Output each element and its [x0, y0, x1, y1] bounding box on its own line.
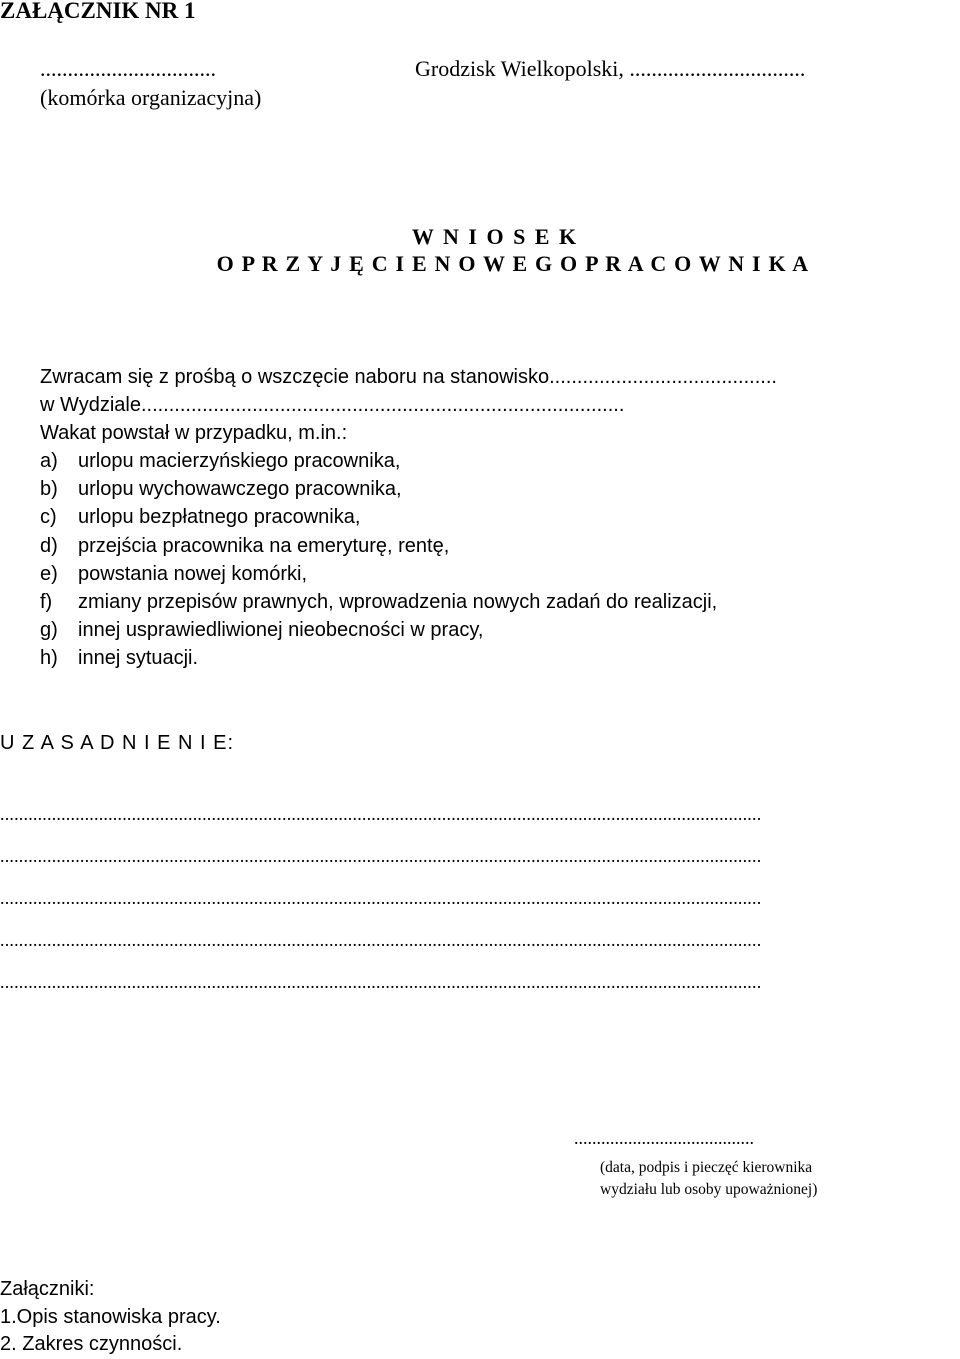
vacancy-reason-item	[40, 561, 307, 587]
document-subtitle: O P R Z Y J Ę C I E N O W E G O P R A C O W N I K A	[216, 251, 810, 276]
vacancy-reason-text: innej usprawiedliwionej nieobecności w pracy,	[78, 619, 484, 642]
vacancy-reason-item	[40, 504, 360, 530]
vacancy-reason-letter: g)	[40, 619, 58, 642]
justification-line[interactable]: ..................................................................................................................................................................	[0, 804, 762, 824]
vacancy-reason-text: powstania nowej komórki,	[78, 562, 307, 585]
justification-line[interactable]: ..................................................................................................................................................................	[0, 846, 762, 866]
document-title: W N I O S E K	[411, 224, 579, 249]
vacancy-reason-letter: c)	[40, 506, 57, 529]
vacancy-reason-letter: h)	[40, 647, 58, 670]
vacancy-reason-text: urlopu bezpłatnego pracownika,	[78, 506, 361, 529]
vacancy-reason-item	[40, 476, 402, 502]
attachment-item-2: 2. Zakres czynności.	[0, 1333, 183, 1355]
signature-caption-line2: wydziału lub osoby upoważnionej)	[600, 1181, 818, 1198]
place-date-field[interactable]: Grodzisk Wielkopolski, ................................	[415, 56, 806, 81]
vacancy-reason-letter: b)	[40, 478, 58, 501]
justification-heading: U Z A S A D N I E N I E:	[0, 732, 235, 754]
vacancy-reason-item	[40, 589, 717, 615]
request-position-line[interactable]: Zwracam się z prośbą o wszczęcie naboru na stanowisko.........................................	[40, 366, 777, 388]
vacancy-reason-letter: f)	[40, 591, 53, 613]
vacancy-reason-text: urlopu macierzyńskiego pracownika,	[78, 450, 401, 472]
vacancy-reason-letter: d)	[40, 534, 58, 557]
signature-field[interactable]: ........................................	[574, 1128, 754, 1148]
vacancy-reason-text: zmiany przepisów prawnych, wprowadzenia nowych zadań do realizacji,	[78, 591, 718, 613]
annex-title: ZAŁĄCZNIK NR 1	[0, 0, 196, 23]
justification-line[interactable]: ..................................................................................................................................................................	[0, 930, 762, 950]
justification-line[interactable]: ..................................................................................................................................................................	[0, 888, 762, 908]
vacancy-reason-item	[40, 533, 449, 559]
justification-line[interactable]: ..................................................................................................................................................................	[0, 972, 762, 992]
signature-caption-line1: (data, podpis i pieczęć kierownika	[600, 1159, 813, 1176]
vacancy-reason-item	[40, 448, 400, 474]
vacancy-reason-intro: Wakat powstał w przypadku, m.in.:	[40, 422, 348, 444]
attachment-item-1: 1.Opis stanowiska pracy.	[0, 1306, 221, 1328]
organizational-unit-field[interactable]: ................................	[40, 56, 216, 81]
vacancy-reason-text: innej sytuacji.	[78, 647, 199, 670]
organizational-unit-label: (komórka organizacyjna)	[40, 85, 262, 110]
vacancy-reason-text: urlopu wychowawczego pracownika,	[78, 478, 402, 501]
vacancy-reason-letter: a)	[40, 450, 58, 472]
attachments-heading: Załączniki:	[0, 1278, 95, 1300]
request-department-line[interactable]: w Wydziale.......................................................................................	[40, 394, 625, 416]
vacancy-reason-letter: e)	[40, 562, 58, 585]
vacancy-reason-item	[40, 645, 198, 671]
vacancy-reason-text: przejścia pracownika na emeryturę, rentę,	[78, 534, 450, 557]
vacancy-reason-item	[40, 617, 483, 643]
